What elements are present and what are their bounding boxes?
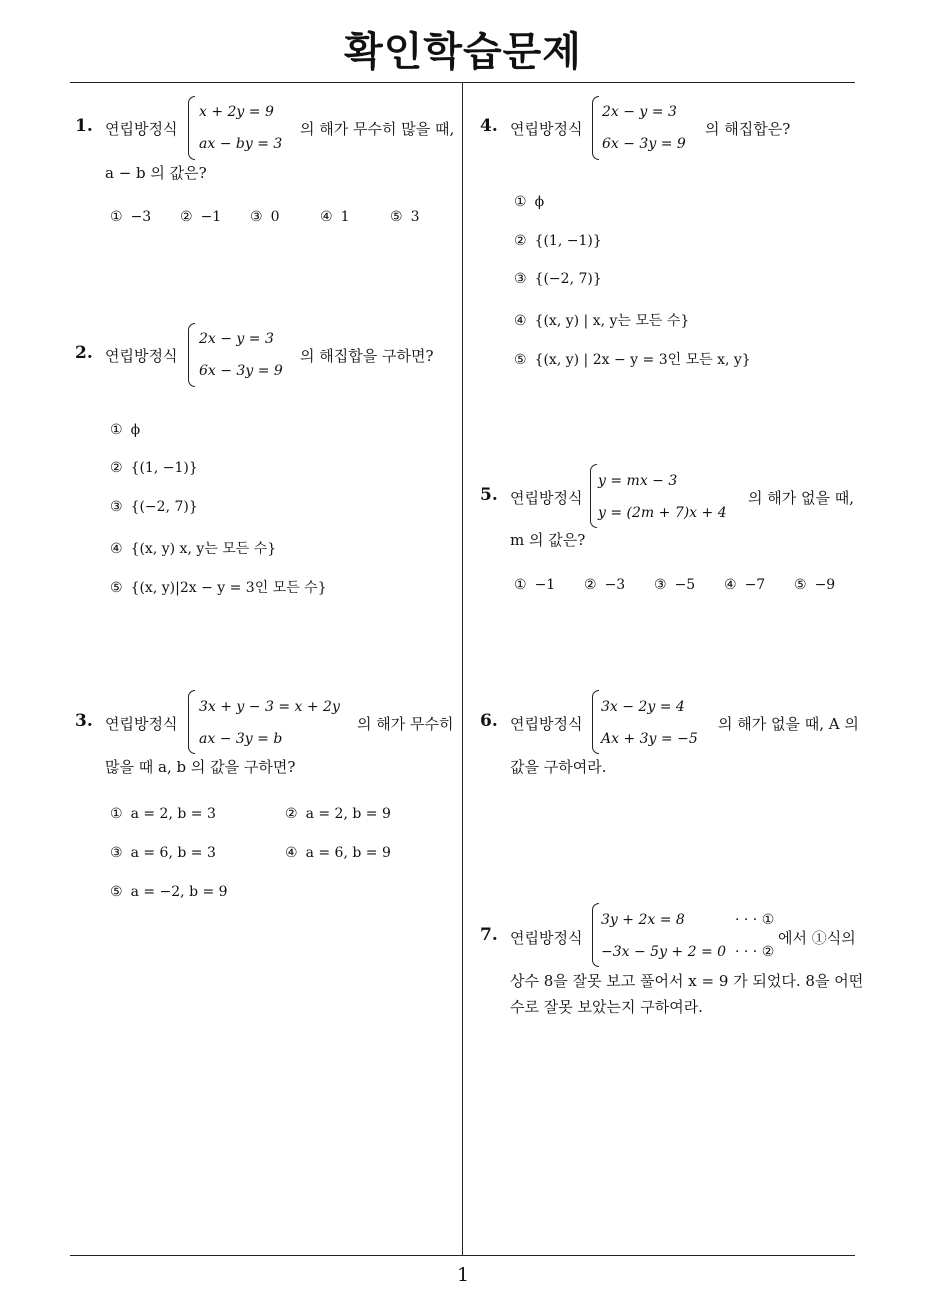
equation-1: 3x − 2y = 4	[601, 699, 685, 715]
problem-tail: 의 해가 무수히 많을 때,	[300, 120, 455, 138]
equation-2: 6x − 3y = 9	[199, 363, 283, 379]
choice-marker: ③	[110, 845, 123, 861]
choice-5[interactable]	[110, 577, 327, 597]
problem-lead: 연립방정식	[105, 715, 178, 733]
choice-value: −1	[534, 577, 556, 593]
problem-tail: 의 해집합은?	[705, 120, 791, 138]
choice-value: {(x, y) x, y는 모든 수}	[130, 541, 277, 557]
problem-number: 3.	[75, 711, 93, 731]
choice-value: a = 6, b = 9	[305, 845, 391, 861]
choice-5[interactable]	[390, 209, 419, 225]
equation-1-marker: · · · ①	[735, 912, 775, 928]
choice-value: {(−2, 7)}	[534, 271, 602, 287]
choice-5[interactable]	[794, 577, 835, 593]
problem-body-line: 상수 8을 잘못 보고 풀어서 x = 9 가 되었다. 8을 어떤	[510, 972, 864, 990]
choice-marker: ⑤	[514, 352, 527, 368]
choice-marker: ③	[250, 209, 263, 225]
choice-2[interactable]	[180, 209, 221, 225]
choice-4[interactable]	[285, 845, 391, 861]
choice-marker: ③	[514, 271, 527, 287]
choice-value: a = 2, b = 3	[130, 806, 216, 822]
choice-value: −5	[674, 577, 696, 593]
system-brace	[188, 323, 195, 387]
choice-value: a = −2, b = 9	[130, 884, 228, 900]
choice-value: a = 2, b = 9	[305, 806, 391, 822]
problem-lead: 연립방정식	[105, 120, 178, 138]
choice-marker: ③	[654, 577, 667, 593]
problem-number: 4.	[480, 116, 498, 136]
system-brace	[188, 96, 195, 160]
choice-1[interactable]	[514, 194, 544, 210]
problem-tail: 의 해집합을 구하면?	[300, 347, 434, 365]
choice-marker: ⑤	[390, 209, 403, 225]
choice-marker: ④	[285, 845, 298, 861]
problem-question: a − b 의 값은?	[105, 164, 207, 182]
choice-marker: ④	[724, 577, 737, 593]
choice-marker: ①	[110, 806, 123, 822]
choice-1[interactable]	[110, 806, 216, 822]
choice-5[interactable]	[514, 349, 751, 369]
choice-value: −1	[200, 209, 222, 225]
problem-number: 1.	[75, 116, 93, 136]
equation-2: Ax + 3y = −5	[601, 731, 698, 747]
page-title: 확인학습문제	[344, 29, 582, 75]
choice-marker: ①	[110, 209, 123, 225]
choice-marker: ⑤	[794, 577, 807, 593]
choice-marker: ⑤	[110, 580, 123, 596]
equation-2: ax − 3y = b	[199, 731, 283, 747]
choice-value: 3	[410, 209, 420, 225]
choice-5[interactable]	[110, 884, 228, 900]
problem-number: 7.	[480, 925, 498, 945]
problem-number: 2.	[75, 343, 93, 363]
choice-3[interactable]	[110, 845, 216, 861]
problem-question: 수로 잘못 보았는지 구하여라.	[510, 998, 703, 1016]
choice-4[interactable]	[514, 310, 689, 330]
problem-tail: 의 해가 무수히	[357, 715, 454, 733]
choice-3[interactable]	[514, 271, 602, 287]
choice-2[interactable]	[514, 233, 602, 249]
problem-tail: 의 해가 없을 때, A 의	[718, 715, 859, 733]
problem-lead: 연립방정식	[510, 489, 583, 507]
choice-2[interactable]	[584, 577, 625, 593]
equation-2-marker: · · · ②	[735, 944, 775, 960]
system-brace	[188, 690, 195, 754]
choice-marker: ②	[110, 460, 123, 476]
choice-marker: ①	[110, 422, 123, 438]
problem-tail: 의 해가 없을 때,	[748, 489, 855, 507]
problem-lead: 연립방정식	[510, 929, 583, 947]
choice-value: −7	[744, 577, 766, 593]
choice-1[interactable]	[514, 577, 555, 593]
system-brace	[592, 903, 599, 967]
equation-1: 3x + y − 3 = x + 2y	[199, 699, 340, 715]
problem-number: 5.	[480, 485, 498, 505]
equation-2: ax − by = 3	[199, 136, 283, 152]
system-brace	[592, 96, 599, 160]
choice-value: {(x, y) | x, y는 모든 수}	[534, 313, 690, 329]
equation-2: −3x − 5y + 2 = 0	[601, 944, 727, 960]
equation-1: 2x − y = 3	[602, 104, 677, 120]
equation-1: y = mx − 3	[598, 473, 678, 489]
footer-rule	[70, 1255, 855, 1256]
choice-value: −3	[130, 209, 152, 225]
choice-1[interactable]	[110, 422, 140, 438]
choice-marker: ④	[320, 209, 333, 225]
problem-tail: 에서 ①식의	[778, 929, 856, 947]
equation-1: 2x − y = 3	[199, 331, 274, 347]
choice-4[interactable]	[320, 209, 349, 225]
choice-marker: ③	[110, 499, 123, 515]
choice-4[interactable]	[110, 538, 276, 558]
choice-marker: ④	[110, 541, 123, 557]
choice-value: ϕ	[534, 194, 545, 210]
choice-value: 0	[270, 209, 280, 225]
system-brace	[592, 690, 599, 754]
problem-question: 많을 때 a, b 의 값을 구하면?	[105, 758, 296, 776]
choice-marker: ①	[514, 194, 527, 210]
page-number: 1	[456, 1264, 470, 1286]
choice-value: {(1, −1)}	[130, 460, 198, 476]
choice-value: a = 6, b = 3	[130, 845, 216, 861]
choice-marker: ④	[514, 313, 527, 329]
choice-value: −9	[814, 577, 836, 593]
problem-question: m 의 값은?	[510, 531, 586, 549]
choice-value: {(1, −1)}	[534, 233, 602, 249]
choice-4[interactable]	[724, 577, 765, 593]
choice-3[interactable]	[250, 209, 279, 225]
equation-1: x + 2y = 9	[199, 104, 274, 120]
choice-marker: ②	[180, 209, 193, 225]
choice-3[interactable]	[654, 577, 695, 593]
column-divider	[462, 83, 463, 1256]
problem-lead: 연립방정식	[510, 120, 583, 138]
choice-value: {(−2, 7)}	[130, 499, 198, 515]
choice-marker: ①	[514, 577, 527, 593]
problem-question: 값을 구하여라.	[510, 758, 607, 776]
choice-marker: ②	[285, 806, 298, 822]
equation-2: 6x − 3y = 9	[602, 136, 686, 152]
equation-1: 3y + 2x = 8	[601, 912, 685, 928]
choice-2[interactable]	[110, 460, 198, 476]
choice-marker: ⑤	[110, 884, 123, 900]
choice-3[interactable]	[110, 499, 198, 515]
choice-value: {(x, y)|2x − y = 3인 모든 수}	[130, 580, 327, 596]
choice-marker: ②	[584, 577, 597, 593]
choice-marker: ②	[514, 233, 527, 249]
choice-value: {(x, y) | 2x − y = 3인 모든 x, y}	[534, 352, 751, 368]
choice-1[interactable]	[110, 209, 151, 225]
choice-value: 1	[340, 209, 350, 225]
choice-value: ϕ	[130, 422, 141, 438]
problem-number: 6.	[480, 711, 498, 731]
problem-lead: 연립방정식	[510, 715, 583, 733]
system-brace	[590, 464, 597, 528]
choice-2[interactable]	[285, 806, 391, 822]
problem-lead: 연립방정식	[105, 347, 178, 365]
equation-2: y = (2m + 7)x + 4	[598, 505, 727, 521]
choice-value: −3	[604, 577, 626, 593]
